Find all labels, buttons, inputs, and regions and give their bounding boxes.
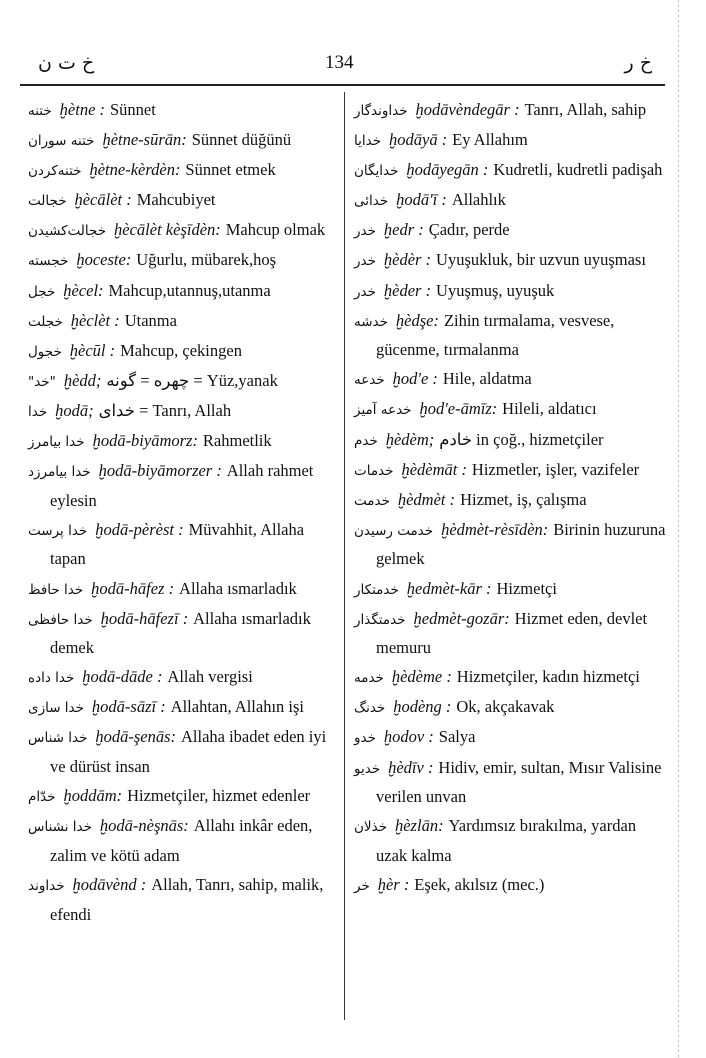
definition: Allaha ısmarladık: [179, 578, 297, 598]
definition: Allahı inkâr eden, zalim ve kötü adam: [50, 816, 313, 865]
transliteration: ḫècālèt kèşīdèn:: [114, 220, 221, 240]
transliteration: ḫedmèt-kār :: [406, 578, 492, 598]
arabic-headword: خدر: [354, 253, 376, 270]
dictionary-entry: [28, 782, 340, 812]
definition: Birinin huzuruna gelmek: [376, 519, 666, 569]
definition: Ey Allahım: [452, 130, 528, 150]
dictionary-entry: [354, 812, 666, 870]
dictionary-entry: [28, 337, 340, 367]
definition: Uyuşmuş, uyuşuk: [436, 280, 555, 300]
dictionary-entry: [354, 663, 666, 693]
definition: Tanrı, Allah, sahip: [524, 100, 647, 119]
right-column: [354, 96, 666, 901]
arabic-headword: خجالت: [28, 193, 67, 210]
definition: Allaha ibadet eden iyi ve dürüst insan: [50, 727, 327, 777]
arabic-headword: خر: [354, 877, 370, 894]
definition: Allahlık: [451, 190, 506, 210]
dictionary-entry: [354, 395, 666, 425]
definition: Uyuşukluk, bir uzvun uyuşması: [436, 250, 646, 270]
arabic-headword: خدشه: [354, 313, 388, 330]
definition: Hizmetçiler, kadın hizmetçi: [456, 667, 640, 687]
page-header: [20, 46, 670, 82]
transliteration: ḫèdīv :: [388, 757, 434, 777]
transliteration: ḫodā-hāfezī :: [100, 608, 189, 628]
definition: Eşek, akılsız (mec.): [414, 874, 545, 894]
transliteration: ḫodāyegān :: [406, 160, 489, 180]
arabic-headword: خدمتكار: [354, 581, 399, 598]
dictionary-entry: [28, 277, 340, 307]
dictionary-entry: [28, 663, 340, 693]
arabic-headword: خدا بيامرزد: [28, 464, 91, 481]
arabic-headword: خدا پرست: [28, 522, 88, 539]
arabic-headword: خدو: [354, 730, 376, 747]
transliteration: ḫèdème :: [391, 667, 452, 687]
arabic-headword: خدا حافظ: [28, 581, 84, 598]
arabic-headword: خديو: [354, 760, 381, 777]
transliteration: ḫod'e :: [392, 369, 438, 389]
transliteration: ḫodā'ī :: [396, 190, 447, 210]
arabic-headword: خدا سازى: [28, 700, 84, 717]
dictionary-entry: [28, 871, 340, 929]
dictionary-entry: [28, 216, 340, 246]
definition: Mahcup olmak: [225, 220, 326, 240]
dictionary-entry: [354, 365, 666, 395]
transliteration: ḫèdşe:: [395, 310, 439, 330]
transliteration: ḫodā-pèrèst :: [95, 519, 184, 539]
definition: Allahtan, Allahın işi: [170, 697, 305, 717]
arabic-headword: خدم: [354, 432, 378, 449]
arabic-headword: خجلت: [28, 313, 63, 330]
dictionary-entry: [28, 246, 340, 276]
definition: Mahcup, çekingen: [120, 340, 242, 360]
header-letters-right: خ ر: [624, 52, 652, 74]
dictionary-entry: [354, 307, 666, 365]
transliteration: ḫècūl :: [69, 340, 116, 360]
transliteration: ḫodèng :: [393, 697, 452, 717]
definition: Hidiv, emir, sultan, Mısır Valisine verilen unvan: [376, 757, 662, 807]
definition: Sünnet düğünü: [191, 130, 292, 150]
transliteration: ḫètne-sūrān:: [102, 130, 187, 150]
definition: چهره = گونه = Yüz,yanak: [106, 370, 278, 390]
transliteration: ḫoceste:: [76, 250, 132, 270]
arabic-headword: خدايا: [354, 133, 382, 150]
arabic-headword: خداوند: [28, 877, 65, 894]
transliteration: ḫedmèt-gozār:: [413, 608, 510, 628]
dictionary-entry: [28, 427, 340, 457]
arabic-headword: ختنه سوران: [28, 133, 95, 150]
transliteration: ḫodā;: [55, 400, 94, 420]
dictionary-entry: [354, 156, 666, 186]
transliteration: ḫèclèt :: [70, 310, 120, 330]
definition: Rahmetlik: [202, 431, 272, 451]
dictionary-entry: [354, 277, 666, 307]
definition: Allah vergisi: [167, 667, 253, 687]
definition: Uğurlu, mübarek,hoş: [136, 250, 277, 270]
transliteration: ḫodā-biyāmorz:: [92, 431, 198, 451]
arabic-headword: خدّام: [28, 789, 56, 806]
definition: Allah rahmet eylesin: [50, 461, 314, 510]
definition: Mahcubiyet: [136, 190, 216, 210]
transliteration: ḫèdèr :: [383, 250, 432, 270]
definition: Hizmetçi: [496, 578, 557, 598]
definition: Hileli, aldatıcı: [502, 399, 597, 419]
dictionary-entry: [354, 456, 666, 486]
transliteration: ḫèzlān:: [394, 816, 444, 836]
transliteration: ḫodov :: [383, 727, 434, 747]
transliteration: ḫètne-kèrdèn:: [89, 160, 181, 180]
definition: Allaha ısmarladık demek: [50, 608, 311, 658]
definition: Çadır, perde: [428, 220, 510, 240]
definition: Sünnet etmek: [185, 160, 276, 180]
transliteration: ḫedr :: [383, 220, 424, 240]
transliteration: ḫècālèt :: [74, 190, 132, 210]
dictionary-entry: [354, 723, 666, 753]
arabic-headword: خدمت رسيدن: [354, 522, 434, 539]
dictionary-entry: [354, 96, 666, 126]
arabic-headword: خداوندگار: [354, 103, 408, 119]
definition: Müvahhit, Allaha tapan: [50, 519, 305, 569]
arabic-headword: ختنه: [28, 103, 52, 119]
page-number: 134: [325, 52, 354, 73]
dictionary-entry: [354, 754, 666, 812]
definition: Hizmetler, işler, vazifeler: [471, 459, 640, 479]
definition: Hizmet, iş, çalışma: [460, 489, 587, 509]
dictionary-entry: [28, 367, 340, 397]
dictionary-entry: [354, 186, 666, 216]
dictionary-entry: [28, 156, 340, 186]
dictionary-entry: [28, 693, 340, 723]
dictionary-entry: [28, 186, 340, 216]
dictionary-entry: [28, 126, 340, 156]
transliteration: ḫodā-şenās:: [95, 727, 177, 747]
transliteration: ḫèdèmāt :: [401, 459, 467, 479]
dictionary-entry: [28, 457, 340, 515]
transliteration: ḫod'e-āmīz:: [419, 399, 498, 419]
transliteration: ḫèdmèt :: [397, 489, 456, 509]
arabic-headword: خدمتگذار: [354, 611, 406, 628]
arabic-headword: خدمات: [354, 462, 394, 479]
transliteration: ḫècel:: [63, 280, 104, 300]
dictionary-entry: [28, 575, 340, 605]
transliteration: ḫodāyā :: [389, 130, 448, 150]
definition: Allah, Tanrı, sahip, malik, efendi: [50, 874, 324, 924]
definition: Zihin tırmalama, vesvese, gücenme, tırmalanma: [376, 310, 615, 360]
transliteration: ḫodā-dāde :: [82, 667, 163, 687]
arabic-headword: خجسته: [28, 253, 69, 270]
transliteration: ḫèdd;: [63, 370, 102, 390]
transliteration: ḫèder :: [383, 280, 432, 300]
definition: خداى = Tanrı, Allah: [98, 400, 232, 420]
arabic-headword: خدا: [28, 403, 48, 420]
arabic-headword: خدعه آميز: [354, 402, 412, 419]
dictionary-entry: [28, 397, 340, 427]
transliteration: ḫodā-biyāmorzer :: [98, 461, 222, 481]
arabic-headword: خدا نشناس: [28, 819, 92, 836]
arabic-headword: خدمت: [354, 492, 390, 509]
arabic-headword: خدعه: [354, 372, 385, 389]
arabic-headword: خدا شناس: [28, 730, 88, 747]
dictionary-entry: [354, 693, 666, 723]
definition: Sünnet: [109, 100, 156, 119]
dictionary-entry: [354, 871, 666, 901]
transliteration: ḫoddām:: [63, 786, 123, 806]
definition: خادم in çoğ., hizmetçiler: [439, 429, 604, 449]
arabic-headword: خدمه: [354, 670, 384, 687]
definition: Ok, akçakavak: [456, 697, 555, 717]
definition: Hizmet eden, devlet memuru: [376, 608, 648, 658]
arabic-headword: خجل: [28, 283, 56, 300]
transliteration: ḫodā-sāzī :: [91, 697, 166, 717]
transliteration: ḫodāvèndegār :: [415, 100, 520, 119]
transliteration: ḫèdèm;: [385, 429, 435, 449]
dictionary-entry: [28, 723, 340, 781]
arabic-headword: خدا حافظى: [28, 611, 93, 628]
transliteration: ḫodāvènd :: [72, 874, 147, 894]
arabic-headword: خجول: [28, 343, 62, 360]
transliteration: ḫèr :: [377, 874, 410, 894]
arabic-headword: خدنگ: [354, 700, 386, 717]
arabic-headword: خجالت‌كشيدن: [28, 223, 107, 240]
transliteration: ḫèdmèt-rèsīdèn:: [441, 519, 549, 539]
dictionary-entry: [354, 426, 666, 456]
definition: Hile, aldatma: [442, 369, 532, 389]
dictionary-entry: [354, 126, 666, 156]
dictionary-entry: [28, 605, 340, 663]
definition: Kudretli, kudretli padişah: [493, 160, 663, 180]
arabic-headword: خذلان: [354, 819, 388, 836]
dictionary-entry: [28, 96, 340, 126]
definition: Yardımsız bırakılma, yardan uzak kalma: [376, 816, 637, 865]
column-divider: [344, 92, 345, 1020]
dictionary-entry: [28, 516, 340, 574]
arabic-headword: خدر: [354, 223, 376, 240]
dictionary-entry: [354, 516, 666, 574]
definition: Salya: [438, 727, 476, 747]
dictionary-entry: [354, 216, 666, 246]
dictionary-entry: [28, 812, 340, 870]
arabic-headword: "خد": [28, 373, 56, 390]
transliteration: ḫètne :: [59, 100, 106, 119]
arabic-headword: خدائى: [354, 193, 389, 210]
dictionary-entry: [354, 246, 666, 276]
arabic-headword: خدا بيامرز: [28, 434, 85, 451]
transliteration: ḫodā-hāfez :: [91, 578, 175, 598]
dictionary-entry: [28, 307, 340, 337]
dictionary-entry: [354, 605, 666, 663]
arabic-headword: ختنه‌كردن: [28, 163, 82, 180]
definition: Mahcup,utannuş,utanma: [108, 280, 271, 300]
definition: Hizmetçiler, hizmet edenler: [127, 786, 311, 806]
header-rule: [20, 84, 665, 86]
header-letters-left: خ ت ن: [38, 52, 95, 74]
arabic-headword: خدر: [354, 283, 376, 300]
transliteration: ḫodā-nèşnās:: [99, 816, 189, 836]
page-edge: [678, 0, 679, 1058]
dictionary-entry: [354, 575, 666, 605]
arabic-headword: خدايگان: [354, 163, 399, 180]
definition: Utanma: [124, 310, 177, 330]
dictionary-entry: [354, 486, 666, 516]
left-column: [28, 96, 340, 930]
arabic-headword: خدا داده: [28, 670, 75, 687]
